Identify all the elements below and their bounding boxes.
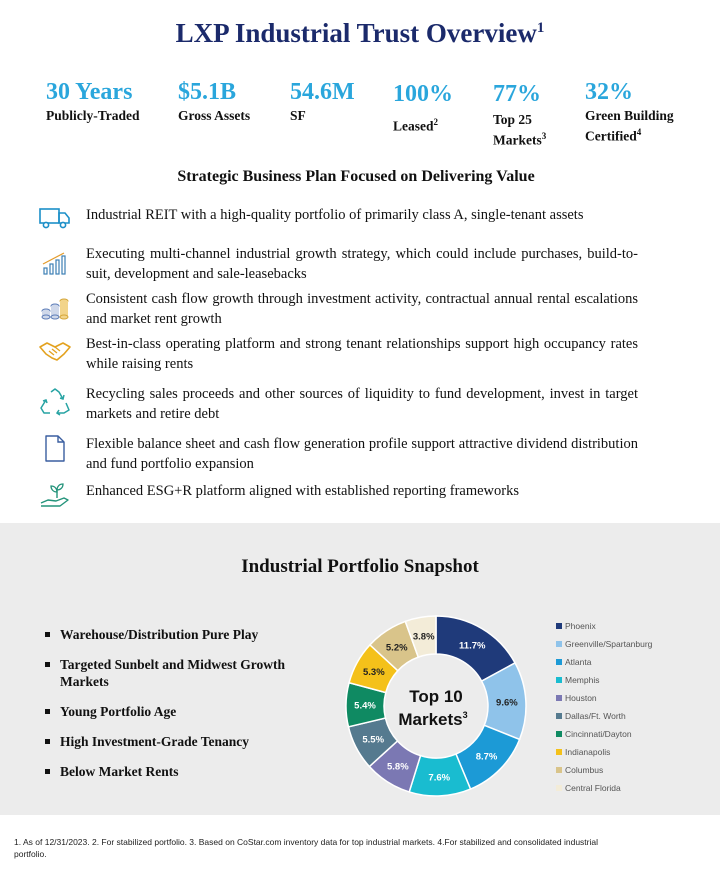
legend-item [556,761,716,779]
legend-swatch [556,749,562,755]
stat-green-building [585,78,695,145]
donut-center-subtitle: Markets$^3$ [398,710,468,729]
legend-label: Phoenix [565,621,596,631]
bullet-icon [45,739,50,744]
plan-item-text: Executing multi-channel industrial growth strategy, which could include purchases, build-to-suit, development and sale-leasebacks [86,246,638,282]
list-item: Young Portfolio Age [44,703,314,720]
legend-label: Indianapolis [565,747,611,757]
stat-label: Green Building Certified$^4$ [585,108,674,144]
legend-swatch [556,641,562,647]
donut-center-title: Top 10 [409,687,463,706]
legend-swatch [556,677,562,683]
legend-item [556,707,716,725]
handshake-icon [38,337,72,365]
stat-value: 77% [493,81,541,107]
plan-item-text: Best-in-class operating platform and strong tenant relationships support high occupancy rates while raising rents [86,336,638,372]
legend-item [556,689,716,707]
donut-data-label: 8.7% [475,751,498,763]
legend-item [556,779,716,797]
chart-legend [556,617,716,797]
legend-item [556,617,716,635]
stat-label: Gross Assets [178,108,251,123]
stat-label: Leased$^2$ [393,117,438,134]
stat-value: $5.1B [178,79,237,105]
stat-value: 100% [393,81,453,107]
bullet-icon [45,709,50,714]
legend-label: Greenville/Spartanburg [565,639,653,649]
legend-label: Houston [565,693,597,703]
legend-label: Dallas/Ft. Worth [565,711,626,721]
donut-data-label: 5.4% [354,700,376,712]
bullet-icon [45,632,50,637]
legend-swatch [556,695,562,701]
legend-swatch [556,767,562,773]
legend-label: Cincinnati/Dayton [565,729,632,739]
truck-icon [38,204,72,232]
legend-label: Memphis [565,675,600,685]
list-item: High Investment-Grade Tenancy [44,733,314,750]
bullet-icon [45,662,50,667]
bar-chart-icon [38,250,72,278]
legend-item [556,635,716,653]
legend-item [556,671,716,689]
legend-swatch [556,659,562,665]
stat-value: 54.6M [290,79,355,105]
snapshot-bullets [44,626,314,793]
top-markets-donut-chart [341,611,531,801]
stat-value: 32% [585,79,633,105]
plan-item-text: Flexible balance sheet and cash flow generation profile support attractive dividend distribution and fund portfolio expansion [86,436,638,472]
legend-swatch [556,785,562,791]
donut-data-label: 5.8% [386,761,409,773]
donut-data-label: 5.2% [385,642,408,654]
stat-gross-assets [178,78,250,124]
snapshot-title: Industrial Portfolio Snapshot [241,556,479,577]
plan-item-text: Industrial REIT with a high-quality portfolio of primarily class A, single-tenant assets [86,207,584,223]
list-item: Targeted Sunbelt and Midwest Growth Markets [44,656,314,690]
stat-years [46,78,140,124]
page-title: LXP Industrial Trust Overview$^1$ [175,18,545,48]
legend-label: Central Florida [565,783,621,793]
plan-item-text: Enhanced ESG+R platform aligned with established reporting frameworks [86,483,519,499]
stat-label: Top 25 Markets$^3$ [493,112,547,148]
stat-square-feet [290,78,355,124]
portfolio-snapshot-section [0,523,720,815]
stat-label: Publicly-Traded [46,108,140,123]
donut-data-label: 7.6% [428,772,451,784]
plan-item-text: Recycling sales proceeds and other sources of liquidity to fund development, invest in target markets and retire debt [86,386,638,422]
legend-item [556,743,716,761]
legend-label: Atlanta [565,657,592,667]
strategic-plan-heading: Strategic Business Plan Focused on Delivering Value [177,168,535,185]
stat-top-markets [493,80,555,149]
legend-item [556,725,716,743]
legend-label: Columbus [565,765,604,775]
stat-label: SF [290,108,306,123]
coins-icon [38,293,72,321]
recycle-icon [38,388,72,416]
legend-swatch [556,623,562,629]
donut-data-label: 9.6% [496,697,518,709]
footnote: 1. As of 12/31/2023. 2. For stabilized portfolio. 3. Based on CoStar.com inventory data for top industrial markets. 4.For stabilized and consolidated industrial portfolio. [14,837,598,859]
stat-leased [393,80,453,135]
list-item: Warehouse/Distribution Pure Play [44,626,314,643]
donut-data-label: 5.3% [362,667,385,679]
stat-value: 30 Years [46,79,133,105]
document-icon [38,434,72,462]
donut-data-label: 5.5% [362,734,385,746]
legend-item [556,653,716,671]
list-item: Below Market Rents [44,763,314,780]
bullet-icon [45,769,50,774]
plan-item-text: Consistent cash flow growth through investment activity, contractual annual rental escalations and market rent growth [86,291,638,327]
donut-data-label: 11.7% [459,640,486,652]
legend-swatch [556,731,562,737]
donut-data-label: 3.8% [412,631,435,643]
legend-swatch [556,713,562,719]
hand-plant-icon [38,481,72,509]
